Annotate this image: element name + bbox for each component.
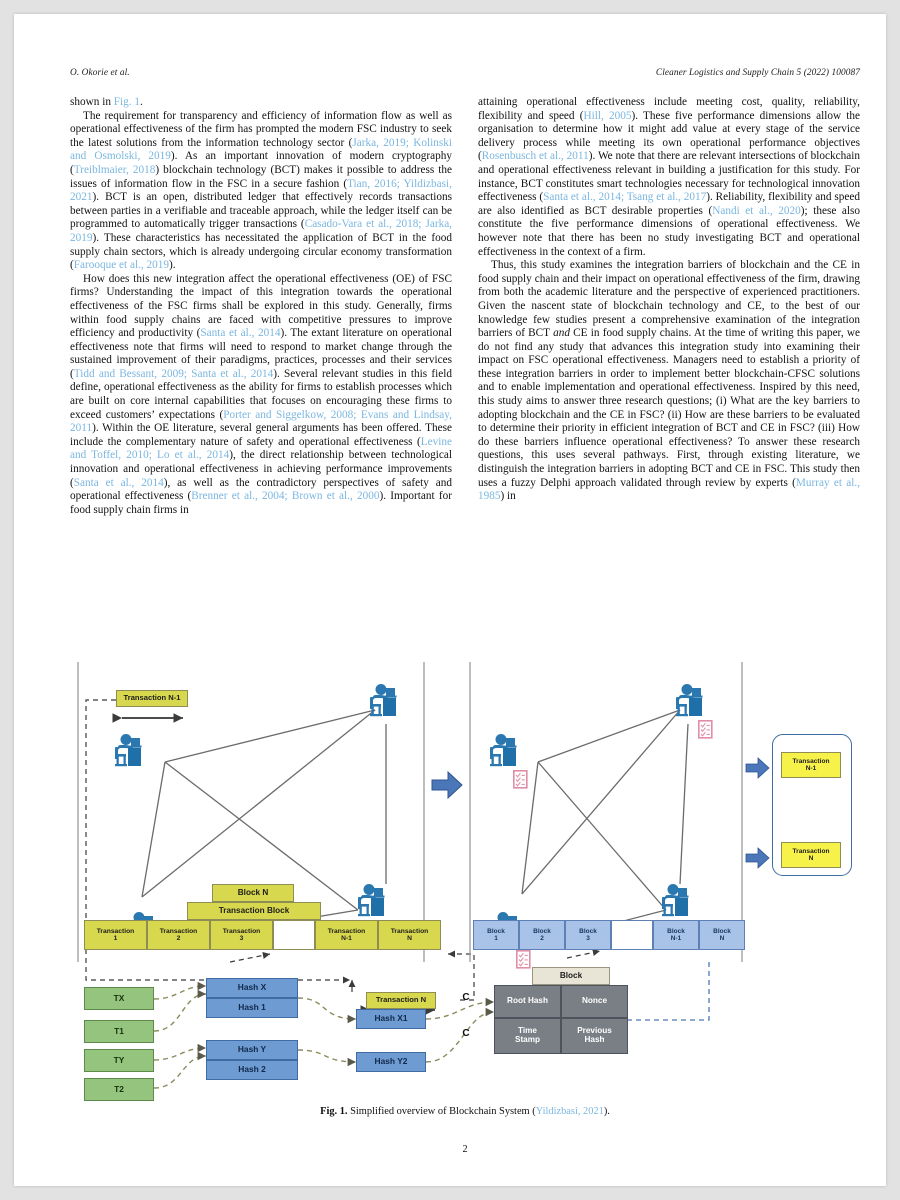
citation-link[interactable]: Murray et al., 1985 bbox=[478, 476, 861, 503]
block-cell bbox=[653, 920, 699, 950]
paper-page bbox=[14, 14, 886, 1186]
running-head bbox=[70, 68, 860, 78]
cell-line-1: Block bbox=[579, 927, 597, 935]
hash-y2-box: Hash Y2 bbox=[356, 1052, 426, 1072]
transaction-n-minus-1-label: Transaction N-1 bbox=[116, 690, 188, 707]
paragraph-study-scope bbox=[478, 259, 860, 504]
running-head-journal: Cleaner Logistics and Supply Chain 5 (2022) 100087 bbox=[655, 68, 860, 78]
text-run: The requirement for transparency and efficiency of information flow as well as operational effectiveness of the firm has prompted the modern FSC industry to seek the latest solutions from the information technology sector ( bbox=[70, 109, 452, 149]
citation-link[interactable]: Jarka, 2019; Kolinski and Osmolski, 2019 bbox=[70, 136, 452, 163]
ledger-entry bbox=[781, 842, 841, 868]
text-run: ). Within the OE literature, several general arguments has been offered. These include the complementary nature of safety and operational effectiveness ( bbox=[70, 422, 452, 448]
hash-1-box: Hash 1 bbox=[206, 998, 298, 1018]
checklist-icon-3 bbox=[517, 951, 530, 968]
panel-transition-arrow bbox=[432, 772, 462, 798]
text-run: ) in bbox=[500, 490, 516, 503]
cell-line-2: Hash bbox=[584, 1035, 605, 1044]
figure-caption-label: Fig. 1. bbox=[320, 1106, 348, 1117]
text-run: shown in bbox=[70, 96, 114, 108]
block-n-box: Block N bbox=[212, 884, 294, 902]
figure-1 bbox=[70, 662, 860, 1155]
cell-line-2: 1 bbox=[494, 935, 498, 942]
merkle-leaf: T1 bbox=[84, 1020, 154, 1043]
figure-canvas bbox=[70, 662, 860, 1092]
person-icon-r-bottom-right bbox=[662, 884, 689, 916]
transaction-cell-ellipsis bbox=[273, 920, 315, 950]
block-header-label: Block bbox=[532, 967, 610, 985]
cell-line-1: Transaction bbox=[390, 927, 429, 935]
citation-link[interactable]: Hill, 2005 bbox=[583, 109, 632, 122]
cell-line-2: N bbox=[719, 935, 725, 942]
time-stamp-cell bbox=[494, 1018, 561, 1054]
figure-caption-text: Simplified overview of Blockchain System ( bbox=[350, 1106, 536, 1117]
figure-caption-end: ). bbox=[603, 1106, 610, 1117]
citation-link[interactable]: Levine and Toffel, 2010; Lo et al., 2014 bbox=[70, 435, 452, 462]
cell-line-1: Previous bbox=[577, 1026, 612, 1036]
hash-2-box: Hash 2 bbox=[206, 1060, 298, 1080]
text-run: ). We note that there are relevant intersections of blockchain and operational effectiveness relevant in building a justification for this study. For instance, BCT constitutes smart technologies necessary for technological innovation effectiveness ( bbox=[478, 150, 860, 204]
merkle-leaf: T2 bbox=[84, 1078, 154, 1101]
c-label-lower: C bbox=[462, 1027, 470, 1039]
cell-line-2: 2 bbox=[540, 935, 544, 942]
cell-line-2: N-1 bbox=[670, 935, 682, 942]
cell-line-1: Time bbox=[518, 1026, 537, 1036]
right-column bbox=[478, 96, 860, 517]
person-icon-r-top-left bbox=[490, 734, 517, 766]
block-cell bbox=[473, 920, 519, 950]
text-run: ); these also constitute the five performance dimensions of operational effectiveness. We however note that there has been no study investigating BCT and operational effectiveness in the context of a firm. bbox=[478, 204, 861, 258]
text-run: ). These five performance dimensions allow the organisation to determine how it might add value at every stage of the service delivery process while meeting its own operational performance objectives ( bbox=[478, 109, 860, 163]
transaction-cell bbox=[147, 920, 210, 950]
cell-line-2: 3 bbox=[586, 935, 590, 942]
cell-line-1: Transaction bbox=[792, 847, 830, 855]
figure-caption bbox=[70, 1106, 860, 1117]
cell-line-1: Block bbox=[533, 927, 551, 935]
cell-line-2: N bbox=[407, 935, 412, 942]
text-run: attaining operational effectiveness include meeting cost, quality, reliability, flexibility and speed ( bbox=[478, 96, 860, 122]
block-row-dashed-arrow bbox=[567, 951, 600, 958]
citation-link[interactable]: Brenner et al., 2004; Brown et al., 2000 bbox=[191, 490, 380, 503]
paragraph-performance-dimensions bbox=[478, 96, 860, 259]
text-run: ), the direct relationship between technological innovation and operational effectiveness in achieving performance improvements ( bbox=[70, 449, 452, 489]
cell-line-1: Transaction bbox=[96, 927, 135, 935]
running-head-authors: O. Okorie et al. bbox=[70, 68, 130, 78]
paragraph-shown-in-fig bbox=[70, 96, 452, 110]
transaction-cell bbox=[210, 920, 273, 950]
body-columns bbox=[70, 96, 860, 517]
cell-line-1: Transaction bbox=[792, 757, 830, 765]
cell-line-2: 1 bbox=[113, 935, 118, 942]
text-run: ). Important for food supply chain firms in bbox=[70, 490, 452, 516]
block-cell bbox=[565, 920, 611, 950]
text-run: . bbox=[140, 96, 143, 108]
left-column bbox=[70, 96, 452, 517]
root-hash-cell: Root Hash bbox=[494, 985, 561, 1018]
cell-line-2: 2 bbox=[176, 935, 181, 942]
transaction-cell bbox=[315, 920, 378, 950]
transaction-cell bbox=[84, 920, 147, 950]
text-run: ), as well as the contradictory perspectives of safety and operational effectiveness ( bbox=[70, 476, 453, 503]
text-run: How does this new integration affect the operational effectiveness (OE) of FSC firms? Understanding the impact of this integration towards the operational effectiveness of the FSC firms shall be explored in this study. Generally, firms within food supply chains are faced with competitive pressures to improve efficiency and productivity ( bbox=[70, 272, 452, 340]
transaction-n-label: Transaction N bbox=[366, 992, 436, 1009]
cell-line-1: Block bbox=[713, 927, 731, 935]
citation-link[interactable]: Tidd and Bessant, 2009; Santa et al., 2014 bbox=[73, 367, 274, 380]
cell-line-2: Stamp bbox=[514, 1035, 541, 1044]
text-run: ) blockchain technology (BCT) makes it possible to address the issues of information flow in the FSC in a secure fashion ( bbox=[70, 163, 452, 190]
citation-link[interactable]: Santa et al., 2014 bbox=[73, 476, 164, 489]
text-run: Thus, this study examines the integration barriers of blockchain and the CE in food supply chain and their impact on operational effectiveness of the firm, drawing from both the academic literature and the perspective of experienced practitioners. Given the nascent state of blockchain technology and CE, to the best of our knowledge few studies present a comprehensive examination of the integration barriers of BCT bbox=[478, 259, 860, 340]
person-icon-bottom-right bbox=[358, 884, 385, 916]
cell-line-1: Transaction bbox=[327, 927, 366, 935]
text-run: ). bbox=[169, 259, 176, 272]
hash-x1-box: Hash X1 bbox=[356, 1009, 426, 1029]
previous-hash-cell bbox=[561, 1018, 628, 1054]
transaction-block-box: Transaction Block bbox=[187, 902, 321, 920]
citation-link[interactable]: Treiblmaier, 2018 bbox=[73, 163, 156, 176]
text-run: ). Several relevant studies in this field define, operational effectiveness as the ability for firms to establish processes which are built on core internal capabilities that focuses on encouraging these firms to exceed customers’ expectations ( bbox=[70, 367, 452, 421]
cell-line-2: N-1 bbox=[805, 765, 817, 772]
text-run: ). Reliability, flexibility and speed are also identified as BCT desirable properties ( bbox=[478, 191, 860, 217]
c-label-upper: C bbox=[462, 991, 470, 1003]
citation-link[interactable]: Santa et al., 2014 bbox=[200, 327, 281, 340]
citation-link[interactable]: Santa et al., 2014; Tsang et al., 2017 bbox=[543, 191, 707, 204]
text-run: ). As an important innovation of modern cryptography ( bbox=[70, 150, 452, 176]
figure-reference-link[interactable]: Fig. 1 bbox=[113, 96, 141, 108]
citation-link[interactable]: Nandi et al., 2020 bbox=[712, 204, 801, 217]
block-cell bbox=[519, 920, 565, 950]
cell-line-1: Block bbox=[667, 927, 685, 935]
paragraph-transparency-efficiency bbox=[70, 110, 452, 273]
cell-line-1: Transaction bbox=[159, 927, 198, 935]
cell-line-2: N-1 bbox=[341, 935, 352, 942]
cell-line-1: Block bbox=[487, 927, 505, 935]
block-cell-ellipsis bbox=[611, 920, 653, 950]
cell-line-2: N bbox=[808, 855, 814, 862]
citation-link[interactable]: Rosenbusch et al., 2011 bbox=[481, 150, 589, 163]
citation-link[interactable]: Yildizbasi, 2021 bbox=[535, 1106, 604, 1117]
nonce-cell: Nonce bbox=[561, 985, 628, 1018]
emphasis-and: and bbox=[553, 327, 570, 340]
merkle-leaf: TY bbox=[84, 1049, 154, 1072]
cell-line-2: 3 bbox=[239, 935, 244, 942]
citation-link[interactable]: Tian, 2016; Yildizbasi, 2021 bbox=[70, 177, 452, 204]
citation-link[interactable]: Farooque et al., 2019 bbox=[73, 259, 170, 272]
paragraph-operational-effectiveness bbox=[70, 273, 452, 518]
citation-link[interactable]: Porter and Siggelkow, 2008; Evans and Lindsay, 2011 bbox=[70, 408, 452, 435]
ledger-entry bbox=[781, 752, 841, 778]
page-number: 2 bbox=[462, 1144, 468, 1155]
person-icon-r-top-right bbox=[676, 684, 703, 716]
text-run: ). These characteristics has necessitated the application of BCT in the food supply chain sectors, which is already undergoing circular economy transformation ( bbox=[70, 231, 452, 272]
text-run: CE in food supply chains. At the time of writing this paper, we do not find any study that advances this integration study into examining their impact on FSC operational effectiveness. Managers need to establish a priority of these integration barriers in order to implement better blockchain-CFSC solutions and to enable implementation and operational effectiveness. Inspired by this need, this study aims to answer three research questions; (i) What are the key barriers to adopting blockchain and the CE in FSC? (ii) How are these barriers to be evaluated to determine their priority in efficient integration of BCT and CE in FSC? (iii) How do these barriers influence operational effectiveness? To answer these research questions, this uses several pathways. First, through existing literature, we distinguish the integration barriers in adopting BCT and CE in FSC. This study then uses a fuzzy Delphi approach validated through review by experts ( bbox=[478, 327, 861, 489]
text-run: ). BCT is an open, distributed ledger that effectively records transactions between parties in a verifiable and traceable approach, while the ledger itself can be programmed to automatically trigger transactions ( bbox=[70, 191, 452, 231]
citation-link[interactable]: Casado-Vara et al., 2018; Jarka, 2019 bbox=[70, 218, 452, 244]
block-cell bbox=[699, 920, 745, 950]
hash-x-box: Hash X bbox=[206, 978, 298, 998]
checklist-icon-2 bbox=[699, 721, 712, 738]
hash-y-box: Hash Y bbox=[206, 1040, 298, 1060]
checklist-icon-1 bbox=[514, 771, 527, 788]
person-icon-top-left bbox=[115, 734, 142, 766]
merkle-leaf: TX bbox=[84, 987, 154, 1010]
merkle-connectors bbox=[154, 986, 494, 1088]
text-run: ). The extant literature on operational effectiveness note that firms will need to respond to market change through the sustained improvement of their paradigms, practices, processes and their services ( bbox=[70, 327, 453, 380]
ledger-feed-arrows bbox=[746, 758, 769, 868]
transaction-cell bbox=[378, 920, 441, 950]
cell-line-1: Transaction bbox=[222, 927, 261, 935]
